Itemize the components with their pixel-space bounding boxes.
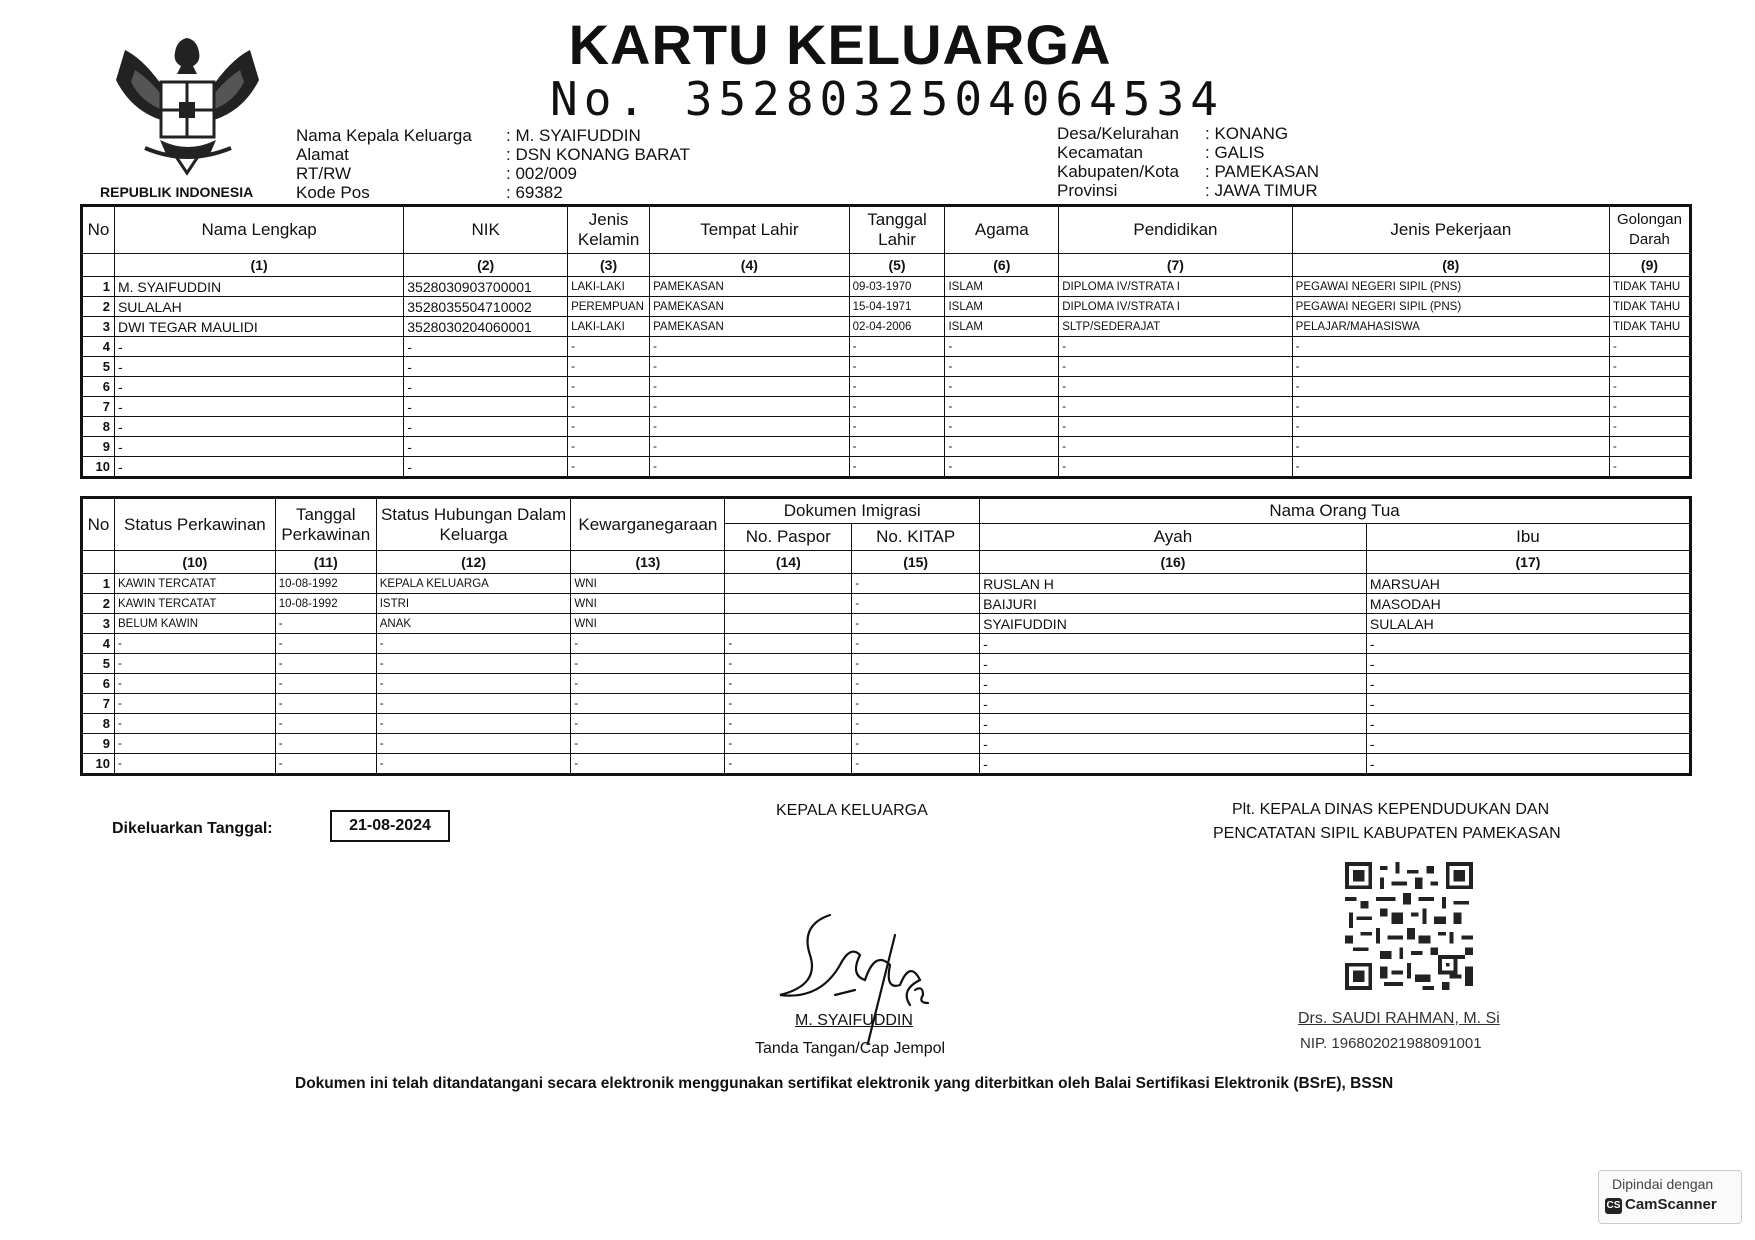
table-cell: - <box>852 654 980 674</box>
row-number: 1 <box>82 574 115 594</box>
table-cell: - <box>114 377 403 397</box>
col-header: Dokumen Imigrasi <box>725 498 980 524</box>
table-cell: - <box>1609 377 1690 397</box>
table-cell: - <box>1609 397 1690 417</box>
col-header: NIK <box>404 206 568 254</box>
table-cell: - <box>849 337 945 357</box>
table-cell: - <box>376 694 571 714</box>
official-nip: NIP. 196802021988091001 <box>1300 1035 1482 1052</box>
table-cell: - <box>376 674 571 694</box>
row-number: 8 <box>82 714 115 734</box>
row-number: 6 <box>82 377 115 397</box>
col-header: Pendidikan <box>1059 206 1292 254</box>
table-cell: - <box>945 337 1059 357</box>
col-header: Tempat Lahir <box>650 206 850 254</box>
camscanner-logo-icon: CS <box>1605 1198 1622 1214</box>
table-cell: PAMEKASAN <box>650 317 850 337</box>
field-value: : DSN KONANG BARAT <box>506 145 690 164</box>
table-cell: PAMEKASAN <box>650 277 850 297</box>
table-cell: - <box>1292 377 1609 397</box>
table-cell: - <box>1292 357 1609 377</box>
table-row <box>82 714 1691 734</box>
table-cell: - <box>114 674 275 694</box>
table-cell: - <box>114 437 403 457</box>
table-row <box>82 674 1691 694</box>
table-cell: - <box>568 337 650 357</box>
field-value: : 69382 <box>506 183 563 202</box>
table-cell: - <box>376 734 571 754</box>
table-cell: - <box>980 754 1367 775</box>
table-cell: - <box>980 714 1367 734</box>
table-cell: ANAK <box>376 614 571 634</box>
col-header: Jenis Kelamin <box>568 206 650 254</box>
table-cell: - <box>980 654 1367 674</box>
table-cell: 3528030903700001 <box>404 277 568 297</box>
table-cell: 10-08-1992 <box>275 574 376 594</box>
table-cell: - <box>114 397 403 417</box>
table-cell: - <box>852 714 980 734</box>
table-cell: - <box>275 654 376 674</box>
table-header-row <box>82 498 1691 524</box>
table-cell: - <box>114 337 403 357</box>
col-header: Kewarganegaraan <box>571 498 725 551</box>
col-header: Tanggal Perkawinan <box>275 498 376 551</box>
col-number: (5) <box>849 254 945 277</box>
table-cell: - <box>568 417 650 437</box>
field-value: : GALIS <box>1205 143 1265 162</box>
table-cell: - <box>114 654 275 674</box>
table-cell: - <box>404 357 568 377</box>
table-cell: 15-04-1971 <box>849 297 945 317</box>
table-cell: PELAJAR/MAHASISWA <box>1292 317 1609 337</box>
signature-caption: Tanda Tangan/Cap Jempol <box>755 1040 946 1057</box>
row-number: 2 <box>82 297 115 317</box>
table-cell <box>725 614 852 634</box>
table-row <box>82 654 1691 674</box>
table-cell: - <box>568 397 650 417</box>
col-number: (12) <box>376 551 571 574</box>
col-number: (10) <box>114 551 275 574</box>
row-number: 5 <box>82 654 115 674</box>
table-cell: - <box>980 734 1367 754</box>
table-cell: SYAIFUDDIN <box>980 614 1367 634</box>
table-cell: - <box>1292 397 1609 417</box>
table-row <box>82 277 1691 297</box>
col-header: Agama <box>945 206 1059 254</box>
table-row <box>82 377 1691 397</box>
table-row <box>82 694 1691 714</box>
table-cell: - <box>275 674 376 694</box>
col-header: Tanggal Lahir <box>849 206 945 254</box>
table-cell: - <box>571 694 725 714</box>
col-header: Ibu <box>1366 524 1690 551</box>
table-cell: - <box>650 337 850 357</box>
table-cell: PEGAWAI NEGERI SIPIL (PNS) <box>1292 277 1609 297</box>
table-cell: - <box>650 377 850 397</box>
table-cell: - <box>945 397 1059 417</box>
row-number: 6 <box>82 674 115 694</box>
col-number: (1) <box>114 254 403 277</box>
table-cell: KAWIN TERCATAT <box>114 574 275 594</box>
watermark-text: Dipindai dengan <box>1612 1176 1714 1192</box>
table-row <box>82 614 1691 634</box>
table-cell: - <box>852 734 980 754</box>
table-cell: - <box>114 754 275 775</box>
table-cell: ISTRI <box>376 594 571 614</box>
table-cell <box>725 574 852 594</box>
col-header: No <box>82 498 115 551</box>
table-cell: - <box>1609 357 1690 377</box>
table-cell: 09-03-1970 <box>849 277 945 297</box>
table-cell: - <box>980 694 1367 714</box>
family-info-left <box>296 126 690 202</box>
table-cell: WNI <box>571 594 725 614</box>
table-cell: - <box>275 634 376 654</box>
col-number: (6) <box>945 254 1059 277</box>
table-cell: - <box>404 397 568 417</box>
table-cell: - <box>571 634 725 654</box>
table-row <box>82 457 1691 478</box>
table-cell: - <box>114 457 403 478</box>
table-cell: 10-08-1992 <box>275 594 376 614</box>
table-cell: TIDAK TAHU <box>1609 277 1690 297</box>
table-cell: - <box>725 634 852 654</box>
table-header-row <box>82 206 1691 254</box>
agency-title-line2: PENCATATAN SIPIL KABUPATEN PAMEKASAN <box>1213 825 1561 842</box>
signer-name: M. SYAIFUDDIN <box>795 1012 913 1029</box>
row-number: 7 <box>82 694 115 714</box>
table-cell: BAIJURI <box>980 594 1367 614</box>
field-label: Alamat <box>296 145 349 164</box>
table-cell: - <box>849 397 945 417</box>
table-cell: - <box>1366 734 1690 754</box>
field-label: RT/RW <box>296 164 352 183</box>
col-number: (3) <box>568 254 650 277</box>
table-cell: - <box>1059 457 1292 478</box>
table-row <box>82 337 1691 357</box>
table-cell: - <box>849 377 945 397</box>
table-cell: - <box>1366 654 1690 674</box>
col-number: (13) <box>571 551 725 574</box>
table-cell: - <box>1059 377 1292 397</box>
table-cell: - <box>1366 694 1690 714</box>
table-cell: - <box>650 437 850 457</box>
table-row <box>82 734 1691 754</box>
table-cell: - <box>275 714 376 734</box>
table-row <box>82 634 1691 654</box>
table-cell: - <box>945 357 1059 377</box>
row-number: 4 <box>82 634 115 654</box>
col-header: No. KITAP <box>852 524 980 551</box>
table-cell: WNI <box>571 614 725 634</box>
table-row <box>82 437 1691 457</box>
table-cell: - <box>1366 674 1690 694</box>
table-cell: - <box>571 754 725 775</box>
column-number-row <box>82 254 1691 277</box>
table-cell: SULALAH <box>1366 614 1690 634</box>
table-cell: - <box>1059 437 1292 457</box>
table-cell: - <box>852 594 980 614</box>
table-cell: LAKI-LAKI <box>568 317 650 337</box>
row-number: 8 <box>82 417 115 437</box>
table-cell: - <box>376 654 571 674</box>
field-label: Desa/Kelurahan <box>1057 124 1179 143</box>
table-cell: - <box>650 357 850 377</box>
col-number: (7) <box>1059 254 1292 277</box>
qr-code-icon <box>1343 862 1475 990</box>
table-cell: - <box>1292 337 1609 357</box>
row-number: 4 <box>82 337 115 357</box>
row-number: 5 <box>82 357 115 377</box>
column-number-row <box>82 551 1691 574</box>
table-cell: - <box>114 734 275 754</box>
electronic-signature-note: Dokumen ini telah ditandatangani secara elektronik menggunakan sertifikat elektronik yang diterbitkan oleh Balai Sertifikasi Elektronik (BSrE), BSSN <box>295 1075 1394 1092</box>
table-cell: - <box>275 734 376 754</box>
civil-status-table <box>80 496 1692 776</box>
table-cell: LAKI-LAKI <box>568 277 650 297</box>
table-cell: - <box>114 634 275 654</box>
row-number: 3 <box>82 317 115 337</box>
table-cell: - <box>275 754 376 775</box>
table-cell: - <box>725 754 852 775</box>
head-of-family-label: KEPALA KELUARGA <box>776 802 928 819</box>
table-cell: TIDAK TAHU <box>1609 317 1690 337</box>
table-cell: - <box>980 634 1367 654</box>
row-number: 10 <box>82 457 115 478</box>
col-number: (14) <box>725 551 852 574</box>
table-cell: - <box>1609 437 1690 457</box>
table-cell: - <box>849 457 945 478</box>
table-cell: - <box>725 734 852 754</box>
table-cell: - <box>571 674 725 694</box>
table-cell: - <box>725 694 852 714</box>
col-number: (17) <box>1366 551 1690 574</box>
table-cell: 02-04-2006 <box>849 317 945 337</box>
table-cell: MARSUAH <box>1366 574 1690 594</box>
table-cell: - <box>852 674 980 694</box>
table-cell: MASODAH <box>1366 594 1690 614</box>
kk-number: No. 3528032504064534 <box>550 72 1224 126</box>
table-cell: - <box>849 437 945 457</box>
field-value: : KONANG <box>1205 124 1289 143</box>
col-header: Status Hubungan Dalam Keluarga <box>376 498 571 551</box>
table-cell: - <box>568 377 650 397</box>
table-cell: - <box>568 457 650 478</box>
field-label: Kecamatan <box>1057 143 1143 162</box>
field-label: Nama Kepala Keluarga <box>296 126 472 145</box>
table-cell: - <box>852 614 980 634</box>
table-cell: - <box>650 397 850 417</box>
table-cell: - <box>404 377 568 397</box>
table-row <box>82 357 1691 377</box>
garuda-emblem-icon <box>105 30 270 180</box>
table-cell: ISLAM <box>945 297 1059 317</box>
table-cell: DIPLOMA IV/STRATA I <box>1059 277 1292 297</box>
table-cell: - <box>568 437 650 457</box>
table-cell: - <box>1059 337 1292 357</box>
col-header: Golongan Darah <box>1609 206 1690 254</box>
col-number: (15) <box>852 551 980 574</box>
table-cell: - <box>852 694 980 714</box>
table-cell: - <box>275 694 376 714</box>
table-cell: - <box>1292 417 1609 437</box>
table-cell: - <box>1366 714 1690 734</box>
family-info-right <box>1057 124 1319 200</box>
table-cell: - <box>945 457 1059 478</box>
table-cell: - <box>114 694 275 714</box>
table-cell: - <box>1292 437 1609 457</box>
row-number: 3 <box>82 614 115 634</box>
field-label: Provinsi <box>1057 181 1118 200</box>
table-cell: - <box>275 614 376 634</box>
family-members-table <box>80 204 1692 479</box>
table-cell: - <box>1366 634 1690 654</box>
table-cell: KEPALA KELUARGA <box>376 574 571 594</box>
table-cell: 3528035504710002 <box>404 297 568 317</box>
table-cell: - <box>945 417 1059 437</box>
col-header: Ayah <box>980 524 1367 551</box>
table-cell: DIPLOMA IV/STRATA I <box>1059 297 1292 317</box>
table-cell: - <box>114 357 403 377</box>
agency-title-line1: Plt. KEPALA DINAS KEPENDUDUKAN DAN <box>1232 801 1550 818</box>
table-cell: - <box>1609 417 1690 437</box>
table-cell: PAMEKASAN <box>650 297 850 317</box>
table-cell: - <box>404 417 568 437</box>
table-cell: - <box>1292 457 1609 478</box>
table-cell: 3528030204060001 <box>404 317 568 337</box>
table-cell: - <box>849 417 945 437</box>
row-number: 2 <box>82 594 115 614</box>
table-cell: - <box>571 714 725 734</box>
field-value: : 002/009 <box>506 164 577 183</box>
table-cell: SULALAH <box>114 297 403 317</box>
table-cell: - <box>571 734 725 754</box>
table-cell: ISLAM <box>945 277 1059 297</box>
table-cell: WNI <box>571 574 725 594</box>
table-cell: - <box>404 457 568 478</box>
table-cell: - <box>725 654 852 674</box>
table-cell: - <box>980 674 1367 694</box>
table-cell: - <box>376 754 571 775</box>
issued-date-label: Dikeluarkan Tanggal: <box>112 820 273 837</box>
col-header: Status Perkawinan <box>114 498 275 551</box>
table-cell: - <box>1609 337 1690 357</box>
col-number: (4) <box>650 254 850 277</box>
table-cell: - <box>852 634 980 654</box>
table-cell: M. SYAIFUDDIN <box>114 277 403 297</box>
table-cell: - <box>725 714 852 734</box>
field-value: : PAMEKASAN <box>1205 162 1319 181</box>
col-header: No. Paspor <box>725 524 852 551</box>
table-cell: - <box>1059 417 1292 437</box>
table-cell: - <box>376 714 571 734</box>
table-row <box>82 754 1691 775</box>
col-number: (16) <box>980 551 1367 574</box>
table-row <box>82 574 1691 594</box>
table-cell: KAWIN TERCATAT <box>114 594 275 614</box>
table-cell: - <box>1609 457 1690 478</box>
table-cell: - <box>404 337 568 357</box>
table-cell: - <box>571 654 725 674</box>
col-number: (11) <box>275 551 376 574</box>
col-number: (2) <box>404 254 568 277</box>
emblem-caption: REPUBLIK INDONESIA <box>100 184 254 200</box>
table-cell: - <box>1366 754 1690 775</box>
col-header: No <box>82 206 115 254</box>
issued-date-value: 21-08-2024 <box>330 810 450 842</box>
row-number: 9 <box>82 437 115 457</box>
field-label: Kabupaten/Kota <box>1057 162 1179 181</box>
table-cell: DWI TEGAR MAULIDI <box>114 317 403 337</box>
table-cell: - <box>650 417 850 437</box>
row-number: 9 <box>82 734 115 754</box>
table-cell: - <box>650 457 850 478</box>
table-cell: - <box>852 754 980 775</box>
col-header: Nama Lengkap <box>114 206 403 254</box>
table-cell: - <box>404 437 568 457</box>
col-number: (8) <box>1292 254 1609 277</box>
table-row <box>82 397 1691 417</box>
table-cell: PEREMPUAN <box>568 297 650 317</box>
table-row <box>82 594 1691 614</box>
col-header: Nama Orang Tua <box>980 498 1691 524</box>
row-number: 7 <box>82 397 115 417</box>
table-cell: - <box>568 357 650 377</box>
watermark-brand: CamScanner <box>1625 1196 1717 1213</box>
table-cell: TIDAK TAHU <box>1609 297 1690 317</box>
table-cell: BELUM KAWIN <box>114 614 275 634</box>
table-cell: - <box>1059 397 1292 417</box>
table-cell: - <box>849 357 945 377</box>
official-name: Drs. SAUDI RAHMAN, M. Si <box>1298 1010 1500 1027</box>
row-number: 1 <box>82 277 115 297</box>
table-cell: - <box>376 634 571 654</box>
table-cell: RUSLAN H <box>980 574 1367 594</box>
table-cell: - <box>852 574 980 594</box>
table-row <box>82 297 1691 317</box>
table-cell: - <box>1059 357 1292 377</box>
document-title: KARTU KELUARGA <box>568 13 1112 76</box>
field-label: Kode Pos <box>296 183 370 202</box>
field-value: : M. SYAIFUDDIN <box>506 126 641 145</box>
table-cell: ISLAM <box>945 317 1059 337</box>
table-cell: - <box>945 437 1059 457</box>
table-cell <box>725 594 852 614</box>
table-cell: SLTP/SEDERAJAT <box>1059 317 1292 337</box>
row-number: 10 <box>82 754 115 775</box>
field-value: : JAWA TIMUR <box>1205 181 1318 200</box>
table-cell: PEGAWAI NEGERI SIPIL (PNS) <box>1292 297 1609 317</box>
col-header: Jenis Pekerjaan <box>1292 206 1609 254</box>
table-cell: - <box>114 714 275 734</box>
table-row <box>82 417 1691 437</box>
table-cell: - <box>114 417 403 437</box>
table-row <box>82 317 1691 337</box>
table-cell: - <box>945 377 1059 397</box>
col-number: (9) <box>1609 254 1690 277</box>
table-cell: - <box>725 674 852 694</box>
